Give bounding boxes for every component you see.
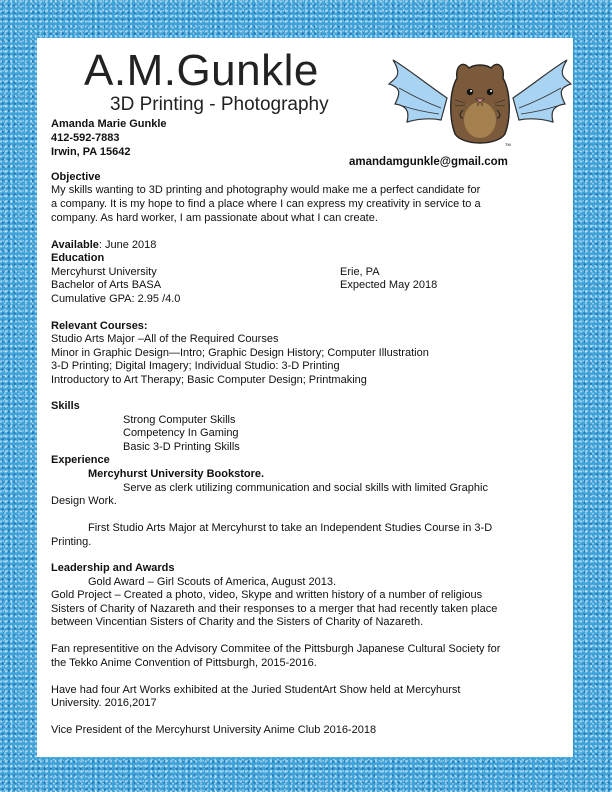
- left-wing: [389, 60, 447, 122]
- available-value: : June 2018: [98, 239, 157, 251]
- leadership-line: Fan representitive on the Advisory Commitee of the Pittsburgh Japanese Cultural Society for: [51, 643, 501, 655]
- page-title: A.M.Gunkle: [84, 46, 319, 95]
- leadership-line: University. 2016,2017: [51, 697, 157, 709]
- winged-hamster-icon: [385, 48, 575, 153]
- experience-line: Serve as clerk utilizing communication and social skills with limited Graphic: [123, 482, 488, 494]
- contact-name: Amanda Marie Gunkle: [51, 118, 167, 130]
- education-heading: Education: [51, 252, 105, 264]
- available-row: [51, 239, 156, 253]
- objective-line: a company. It is my hope to find a place where I can express my creativity in service to a: [51, 198, 481, 210]
- leadership-award: Gold Award – Girl Scouts of America, August 2013.: [88, 576, 337, 588]
- skill-item: Strong Computer Skills: [123, 414, 236, 426]
- leadership-line: Sisters of Charity of Nazareth and their responses to a merger that had recently taken place: [51, 603, 498, 615]
- course-line: Minor in Graphic Design—Intro; Graphic Design History; Computer Illustration: [51, 347, 429, 359]
- course-line: 3-D Printing; Digital Imagery; Individual Studio: 3-D Printing: [51, 360, 340, 372]
- education-city: Erie, PA: [340, 266, 380, 278]
- course-line: Introductory to Art Therapy; Basic Computer Design; Printmaking: [51, 374, 367, 386]
- experience-line: Printing.: [51, 536, 92, 548]
- education-expected: Expected May 2018: [340, 279, 438, 291]
- education-degree: Bachelor of Arts BASA: [51, 279, 162, 291]
- leadership-line: Have had four Art Works exhibited at the Juried StudentArt Show held at Mercyhurst: [51, 684, 461, 696]
- skill-item: Basic 3-D Printing Skills: [123, 441, 240, 453]
- contact-email[interactable]: amandamgunkle@gmail.com: [349, 156, 508, 168]
- skill-item: Competency In Gaming: [123, 427, 239, 439]
- leadership-heading: Leadership and Awards: [51, 562, 175, 574]
- leadership-line: Gold Project – Created a photo, video, Skype and written history of a number of religious: [51, 589, 483, 601]
- education-school: Mercyhurst University: [51, 266, 157, 278]
- leadership-line: Vice President of the Mercyhurst University Anime Club 2016-2018: [51, 724, 377, 736]
- experience-line: Design Work.: [51, 495, 117, 507]
- experience-heading: Experience: [51, 454, 110, 466]
- contact-location: Irwin, PA 15642: [51, 146, 131, 158]
- leadership-line: between Vincentian Sisters of Charity and the Sisters of Charity of Nazareth.: [51, 616, 424, 628]
- course-line: Studio Arts Major –All of the Required Courses: [51, 333, 279, 345]
- page-subtitle: 3D Printing - Photography: [110, 94, 329, 115]
- trademark-mark: TM: [505, 142, 511, 147]
- objective-heading: Objective: [51, 171, 101, 183]
- resume-page: [37, 38, 573, 757]
- available-label: Available: [51, 239, 99, 251]
- education-gpa: Cumulative GPA: 2.95 /4.0: [51, 293, 181, 305]
- experience-line: First Studio Arts Major at Mercyhurst to take an Independent Studies Course in 3-D: [88, 522, 493, 534]
- skills-heading: Skills: [51, 400, 80, 412]
- experience-employer: Mercyhurst University Bookstore.: [88, 468, 265, 480]
- objective-line: company. As hard worker, I am passionate about what I can create.: [51, 212, 378, 224]
- courses-heading: Relevant Courses:: [51, 320, 148, 332]
- leadership-line: the Tekko Anime Convention of Pittsburgh, 2015-2016.: [51, 657, 317, 669]
- right-wing: [513, 60, 571, 122]
- objective-line: My skills wanting to 3D printing and photography would make me a perfect candidate for: [51, 184, 481, 196]
- contact-phone: 412-592-7883: [51, 132, 120, 144]
